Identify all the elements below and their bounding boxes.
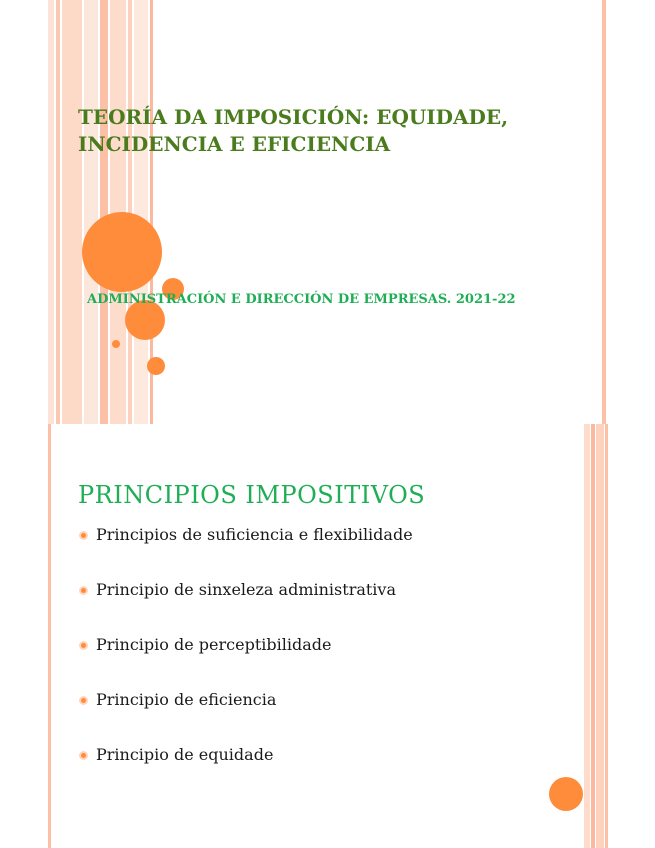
decorative-stripe — [62, 0, 82, 424]
decorative-circle-large — [82, 212, 162, 292]
content-slide — [48, 424, 608, 848]
decorative-circle-tiny — [112, 340, 120, 348]
list-item-text: Principios de suficiencia e flexibilidade — [96, 525, 413, 544]
decorative-circle — [549, 777, 583, 811]
bullet-icon — [79, 586, 88, 595]
principles-list — [79, 524, 413, 799]
list-item — [79, 634, 413, 689]
list-item — [79, 689, 413, 744]
bullet-icon — [79, 751, 88, 760]
decorative-stripe — [100, 0, 108, 424]
decorative-stripe — [48, 0, 54, 424]
decorative-stripe — [605, 424, 608, 848]
bullet-icon — [79, 531, 88, 540]
bullet-icon — [79, 641, 88, 650]
presentation-subtitle: ADMINISTRACIÓN E DIRECCIÓN DE EMPRESAS. 2021-22 — [87, 292, 516, 307]
bullet-icon — [79, 696, 88, 705]
list-item — [79, 524, 413, 579]
list-item — [79, 744, 413, 799]
decorative-stripe — [84, 0, 98, 424]
list-item-text: Principio de eficiencia — [96, 690, 277, 709]
decorative-stripe — [602, 0, 606, 424]
decorative-stripe — [134, 0, 148, 424]
decorative-circle-small — [147, 357, 165, 375]
list-item — [79, 579, 413, 634]
decorative-stripe — [596, 424, 604, 848]
list-item-text: Principio de equidade — [96, 745, 274, 764]
decorative-stripe — [56, 0, 60, 424]
slide-title: PRINCIPIOS IMPOSITIVOS — [78, 481, 426, 509]
decorative-stripe — [48, 424, 51, 848]
title-slide — [48, 0, 608, 424]
list-item-text: Principio de sinxeleza administrativa — [96, 580, 396, 599]
presentation-title: TEORÍA DA IMPOSICIÓN: EQUIDADE, INCIDENCIA E EFICIENCIA — [78, 105, 509, 156]
decorative-stripe — [591, 424, 595, 848]
decorative-stripe — [584, 424, 590, 848]
list-item-text: Principio de perceptibilidade — [96, 635, 332, 654]
